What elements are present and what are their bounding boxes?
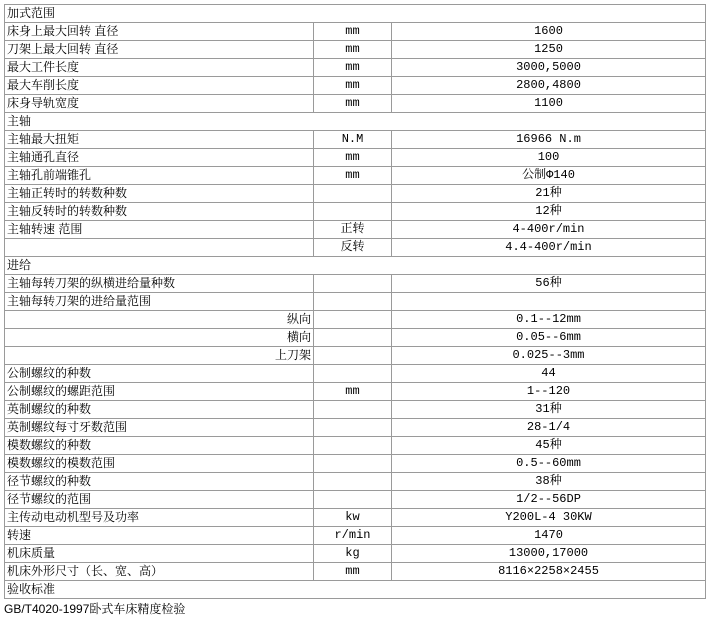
row-label: 最大车削长度 (5, 77, 314, 95)
row-value: 13000,17000 (392, 545, 706, 563)
row-unit: 正转 (314, 221, 392, 239)
acceptance-standard-text: GB/T4020-1997卧式车床精度检验 (4, 602, 186, 616)
table-row (5, 59, 706, 77)
table-row (5, 149, 706, 167)
row-value: 44 (392, 365, 706, 383)
row-unit (314, 473, 392, 491)
table-row (5, 239, 706, 257)
row-unit: mm (314, 41, 392, 59)
row-label: 径节螺纹的范围 (5, 491, 314, 509)
table-row (5, 419, 706, 437)
row-value: Y200L-4 30KW (392, 509, 706, 527)
row-value: 56种 (392, 275, 706, 293)
section-header: 进给 (5, 257, 706, 275)
row-value: 0.1--12mm (392, 311, 706, 329)
row-value: 16966 N.m (392, 131, 706, 149)
row-label: 床身导轨宽度 (5, 95, 314, 113)
row-value: 4.4-400r/min (392, 239, 706, 257)
row-unit: mm (314, 95, 392, 113)
row-unit (314, 437, 392, 455)
table-row (5, 293, 706, 311)
row-label: 模数螺纹的种数 (5, 437, 314, 455)
table-row (5, 329, 706, 347)
row-unit: N.M (314, 131, 392, 149)
table-row (5, 509, 706, 527)
table-row (5, 527, 706, 545)
table-row (5, 491, 706, 509)
row-unit: kg (314, 545, 392, 563)
table-row (5, 401, 706, 419)
table-row (5, 383, 706, 401)
section-header: 验收标准 (5, 581, 706, 599)
row-label: 转速 (5, 527, 314, 545)
row-value: 公制Φ140 (392, 167, 706, 185)
row-label: 英制螺纹的种数 (5, 401, 314, 419)
row-label: 机床质量 (5, 545, 314, 563)
row-value: 2800,4800 (392, 77, 706, 95)
table-row (5, 437, 706, 455)
row-unit: mm (314, 167, 392, 185)
table-row (5, 23, 706, 41)
table-row (5, 221, 706, 239)
table-row (5, 563, 706, 581)
table-row (5, 347, 706, 365)
row-unit (314, 419, 392, 437)
row-value: 8116×2258×2455 (392, 563, 706, 581)
row-value: 0.025--3mm (392, 347, 706, 365)
row-unit: r/min (314, 527, 392, 545)
row-unit: mm (314, 149, 392, 167)
table-row (5, 167, 706, 185)
row-label: 刀架上最大回转 直径 (5, 41, 314, 59)
row-label: 床身上最大回转 直径 (5, 23, 314, 41)
row-label (5, 239, 314, 257)
row-value: 28-1/4 (392, 419, 706, 437)
row-label: 主轴转速 范围 (5, 221, 314, 239)
row-label: 上刀架 (5, 347, 314, 365)
row-label: 最大工件长度 (5, 59, 314, 77)
section-header: 加式范围 (5, 5, 706, 23)
table-row (5, 365, 706, 383)
row-value (392, 293, 706, 311)
table-row (5, 185, 706, 203)
row-unit: mm (314, 23, 392, 41)
row-unit (314, 185, 392, 203)
row-label: 主传动电动机型号及功率 (5, 509, 314, 527)
table-row (5, 77, 706, 95)
table-row (5, 311, 706, 329)
table-row (5, 455, 706, 473)
row-label: 英制螺纹每寸牙数范围 (5, 419, 314, 437)
row-label: 纵向 (5, 311, 314, 329)
row-unit (314, 275, 392, 293)
row-value: 45种 (392, 437, 706, 455)
row-value: 4-400r/min (392, 221, 706, 239)
row-label: 径节螺纹的种数 (5, 473, 314, 491)
table-row (5, 203, 706, 221)
row-unit (314, 203, 392, 221)
table-row (5, 113, 706, 131)
section-header: 主轴 (5, 113, 706, 131)
table-row (5, 581, 706, 599)
row-value: 1250 (392, 41, 706, 59)
specification-table (4, 4, 706, 599)
row-unit: mm (314, 383, 392, 401)
row-label: 主轴每转刀架的纵横进给量种数 (5, 275, 314, 293)
row-label: 主轴最大扭矩 (5, 131, 314, 149)
row-label: 公制螺纹的种数 (5, 365, 314, 383)
row-unit: 反转 (314, 239, 392, 257)
table-row (5, 131, 706, 149)
table-row (5, 473, 706, 491)
row-label: 主轴每转刀架的进给量范围 (5, 293, 314, 311)
row-unit (314, 491, 392, 509)
row-unit (314, 311, 392, 329)
row-value: 1/2--56DP (392, 491, 706, 509)
row-label: 公制螺纹的螺距范围 (5, 383, 314, 401)
table-row (5, 545, 706, 563)
row-value: 1600 (392, 23, 706, 41)
row-label: 机床外形尺寸（长、宽、高） (5, 563, 314, 581)
row-unit (314, 329, 392, 347)
row-value: 1100 (392, 95, 706, 113)
row-value: 38种 (392, 473, 706, 491)
row-unit (314, 401, 392, 419)
row-value: 31种 (392, 401, 706, 419)
row-value: 21种 (392, 185, 706, 203)
table-row (5, 257, 706, 275)
row-value: 3000,5000 (392, 59, 706, 77)
row-label: 模数螺纹的模数范围 (5, 455, 314, 473)
table-row (5, 41, 706, 59)
row-unit (314, 365, 392, 383)
row-value: 0.05--6mm (392, 329, 706, 347)
row-value: 100 (392, 149, 706, 167)
row-unit: mm (314, 563, 392, 581)
table-row (5, 275, 706, 293)
row-label: 横向 (5, 329, 314, 347)
table-row (5, 95, 706, 113)
row-label: 主轴通孔直径 (5, 149, 314, 167)
row-unit: mm (314, 77, 392, 95)
row-unit: kw (314, 509, 392, 527)
row-label: 主轴正转时的转数种数 (5, 185, 314, 203)
table-row (5, 5, 706, 23)
row-unit: mm (314, 59, 392, 77)
row-unit (314, 347, 392, 365)
row-value: 12种 (392, 203, 706, 221)
row-label: 主轴孔前端锥孔 (5, 167, 314, 185)
row-value: 1--120 (392, 383, 706, 401)
row-value: 0.5--60mm (392, 455, 706, 473)
row-value: 1470 (392, 527, 706, 545)
specification-table-body (5, 5, 706, 599)
row-label: 主轴反转时的转数种数 (5, 203, 314, 221)
row-unit (314, 455, 392, 473)
row-unit (314, 293, 392, 311)
